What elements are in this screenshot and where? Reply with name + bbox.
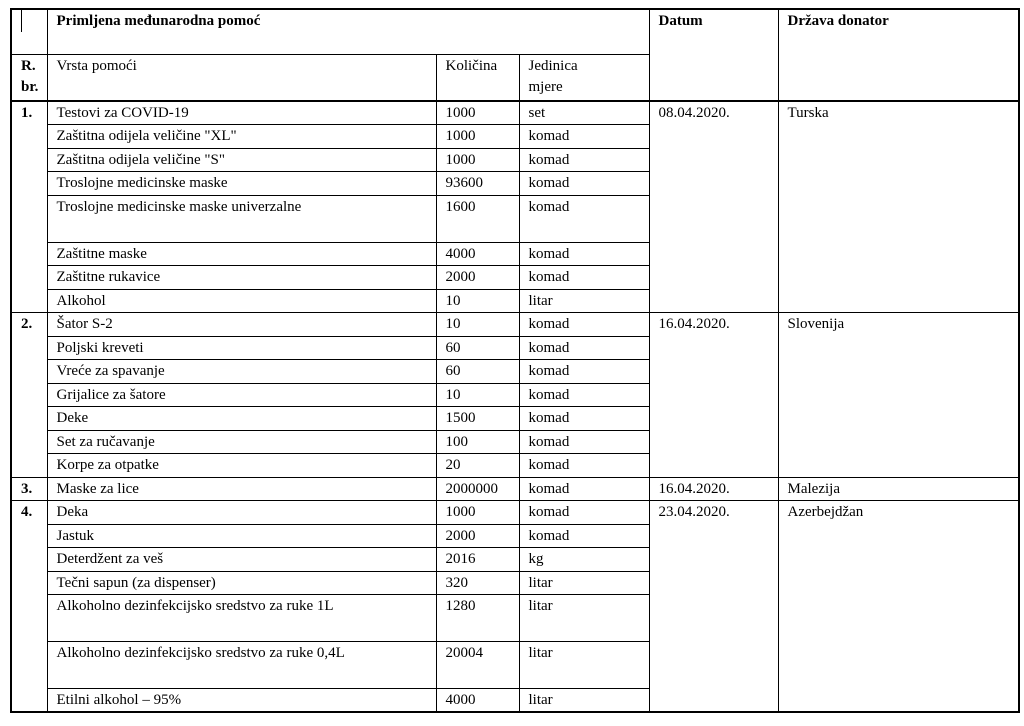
item-unit-cell: komad (519, 454, 649, 478)
item-name-cell: Grijalice za šatore (47, 383, 436, 407)
col-header-datum: Datum (649, 9, 778, 101)
vertical-line-artifact (21, 10, 22, 32)
aid-table-body (11, 101, 1019, 712)
table-row (11, 313, 1019, 337)
item-unit-cell: kg (519, 548, 649, 572)
item-unit-cell: komad (519, 477, 649, 501)
item-name-cell: Zaštitna odijela veličine "S" (47, 148, 436, 172)
row-number-cell: 1. (11, 101, 47, 313)
item-unit-cell: litar (519, 289, 649, 313)
col-header-drzava-donator: Država donator (778, 9, 1019, 101)
item-qty-cell: 60 (436, 360, 519, 384)
item-qty-cell: 1280 (436, 595, 519, 642)
col-header-jedinica-mjere-label: Jedinica mjere (528, 57, 578, 95)
item-name-cell: Jastuk (47, 524, 436, 548)
item-name-cell: Troslojne medicinske maske (47, 172, 436, 196)
item-qty-cell: 1600 (436, 195, 519, 242)
item-unit-cell: komad (519, 360, 649, 384)
item-qty-cell: 20004 (436, 642, 519, 689)
item-unit-cell: litar (519, 689, 649, 713)
col-header-jedinica-mjere (519, 54, 649, 101)
item-qty-cell: 1000 (436, 148, 519, 172)
item-unit-cell: komad (519, 524, 649, 548)
item-name-cell: Korpe za otpatke (47, 454, 436, 478)
item-unit-cell: litar (519, 642, 649, 689)
item-unit-cell: litar (519, 595, 649, 642)
table-row (11, 477, 1019, 501)
item-name-cell: Poljski kreveti (47, 336, 436, 360)
country-cell: Azerbejdžan (778, 501, 1019, 713)
item-name-cell: Etilni alkohol – 95% (47, 689, 436, 713)
item-name-cell: Zaštitne rukavice (47, 266, 436, 290)
item-qty-cell: 2000000 (436, 477, 519, 501)
item-qty-cell: 60 (436, 336, 519, 360)
item-name-cell: Deka (47, 501, 436, 525)
country-cell: Malezija (778, 477, 1019, 501)
item-name-cell: Tečni sapun (za dispenser) (47, 571, 436, 595)
item-unit-cell: komad (519, 242, 649, 266)
item-qty-cell: 10 (436, 383, 519, 407)
col-header-r-br: R. br. (11, 54, 47, 101)
date-cell: 16.04.2020. (649, 477, 778, 501)
date-cell: 08.04.2020. (649, 101, 778, 313)
item-qty-cell: 10 (436, 289, 519, 313)
item-name-cell: Zaštitne maske (47, 242, 436, 266)
item-qty-cell: 320 (436, 571, 519, 595)
item-unit-cell: komad (519, 313, 649, 337)
item-unit-cell: komad (519, 407, 649, 431)
item-unit-cell: komad (519, 383, 649, 407)
item-qty-cell: 93600 (436, 172, 519, 196)
item-name-cell: Alkohol (47, 289, 436, 313)
date-cell: 23.04.2020. (649, 501, 778, 713)
item-qty-cell: 1000 (436, 125, 519, 149)
item-qty-cell: 4000 (436, 689, 519, 713)
item-name-cell: Vreće za spavanje (47, 360, 436, 384)
table-row (11, 101, 1019, 125)
item-unit-cell: komad (519, 336, 649, 360)
item-unit-cell: komad (519, 501, 649, 525)
item-unit-cell: set (519, 101, 649, 125)
item-qty-cell: 4000 (436, 242, 519, 266)
col-header-vrsta-pomoci: Vrsta pomoći (47, 54, 436, 101)
item-qty-cell: 20 (436, 454, 519, 478)
row-number-cell: 4. (11, 501, 47, 713)
aid-table (10, 8, 1020, 713)
item-unit-cell: komad (519, 195, 649, 242)
item-name-cell: Set za ručavanje (47, 430, 436, 454)
item-qty-cell: 10 (436, 313, 519, 337)
item-qty-cell: 2000 (436, 524, 519, 548)
item-name-cell: Zaštitna odijela veličine "XL" (47, 125, 436, 149)
item-qty-cell: 2016 (436, 548, 519, 572)
country-cell: Turska (778, 101, 1019, 313)
item-qty-cell: 1500 (436, 407, 519, 431)
item-name-cell: Alkoholno dezinfekcijsko sredstvo za ruke 1L (47, 595, 436, 642)
row-number-cell: 2. (11, 313, 47, 478)
item-unit-cell: komad (519, 266, 649, 290)
item-name-cell: Maske za lice (47, 477, 436, 501)
item-unit-cell: komad (519, 172, 649, 196)
item-name-cell: Deke (47, 407, 436, 431)
header-row-top (11, 9, 1019, 54)
table-row (11, 501, 1019, 525)
table-title: Primljena međunarodna pomoć (47, 9, 649, 54)
item-unit-cell: komad (519, 430, 649, 454)
item-qty-cell: 1000 (436, 101, 519, 125)
item-qty-cell: 1000 (436, 501, 519, 525)
item-unit-cell: litar (519, 571, 649, 595)
row-number-cell: 3. (11, 477, 47, 501)
item-qty-cell: 100 (436, 430, 519, 454)
item-name-cell: Testovi za COVID-19 (47, 101, 436, 125)
country-cell: Slovenija (778, 313, 1019, 478)
item-name-cell: Alkoholno dezinfekcijsko sredstvo za ruke 0,4L (47, 642, 436, 689)
item-unit-cell: komad (519, 148, 649, 172)
item-name-cell: Šator S-2 (47, 313, 436, 337)
item-unit-cell: komad (519, 125, 649, 149)
col-header-kolicina: Količina (436, 54, 519, 101)
date-cell: 16.04.2020. (649, 313, 778, 478)
corner-cell (11, 9, 47, 54)
item-qty-cell: 2000 (436, 266, 519, 290)
item-name-cell: Deterdžent za veš (47, 548, 436, 572)
item-name-cell: Troslojne medicinske maske univerzalne (47, 195, 436, 242)
